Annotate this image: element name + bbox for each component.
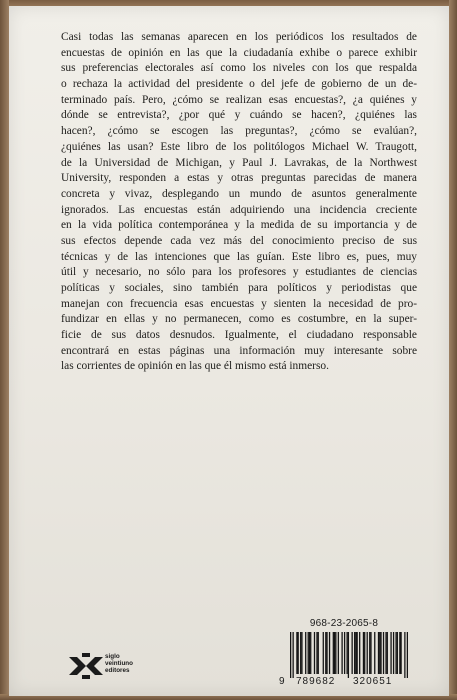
barcode-bar: [316, 632, 317, 674]
publisher-line-3: editores: [105, 666, 130, 674]
blurb-line: sus efectos depende cada vez más del conocimiento preciso de sus: [61, 234, 417, 247]
barcode-bar: [399, 632, 400, 674]
blurb-line: dónde se entrevista?, ¿por qué y cuándo se hacen?, ¿quiénes las: [61, 109, 417, 122]
ean13-barcode-icon: [290, 632, 408, 678]
barcode-bar: [335, 632, 336, 674]
barcode-bar: [400, 632, 401, 674]
barcode-bar: [364, 632, 365, 674]
barcode-bar: [390, 632, 391, 674]
blurb-line: terminado país. Pero, ¿cómo se realizan esas encuestas?, ¿a quiénes y: [61, 93, 417, 106]
blurb-line: ignorados. Las encuestas están adquiriendo una incidencia creciente: [61, 203, 417, 216]
blurb-line: fundizar en ellas y no permanecen, como es costumbre, en la super-: [61, 313, 417, 326]
barcode-bar: [333, 632, 334, 674]
barcode-left-group: 789682: [296, 676, 336, 687]
blurb-line: políticas y sociales, sino también para políticos y periodistas que: [61, 282, 417, 294]
barcode-bar: [326, 632, 327, 674]
barcode-bar: [341, 632, 342, 674]
barcode-bar: [296, 632, 297, 674]
barcode-bar: [301, 632, 302, 674]
barcode-bar: [309, 632, 310, 674]
barcode-bar: [290, 632, 291, 678]
siglo-veintiuno-logo-icon: [69, 653, 103, 679]
blurb-line: University, responden a estas y otras preguntas parecidas de manera: [61, 172, 417, 185]
blurb-line: ficie de sus datos desnudos. Igualmente, el ciudadano responsable: [61, 329, 417, 342]
wood-background-left: [0, 0, 9, 700]
barcode-bar: [404, 632, 405, 678]
barcode-bar: [329, 632, 330, 674]
barcode-bar: [354, 632, 355, 674]
barcode-bar: [325, 632, 326, 674]
blurb-line: o rechaza la actividad del presidente o del jefe de gobierno de un de-: [61, 78, 417, 91]
barcode-bar: [355, 632, 356, 674]
blurb-line: Casi todas las semanas aparecen en los periódicos los resultados de: [61, 31, 417, 43]
barcode-bar: [310, 632, 311, 674]
barcode-first-digit: 9: [279, 676, 285, 687]
barcode-bar: [359, 632, 360, 674]
barcode-bar: [383, 632, 384, 674]
blurb-line: sus preferencias electorales así como los niveles con los que respalda: [61, 62, 417, 75]
barcode-bar: [385, 632, 386, 674]
wood-background-right: [449, 0, 457, 700]
book-back-cover: [9, 6, 449, 696]
blurb-line: manejan con frecuencia esas encuestas y sienten la necesidad de pro-: [61, 297, 417, 310]
barcode-bar: [348, 632, 349, 678]
barcode-bar: [308, 632, 309, 674]
barcode-bar: [338, 632, 339, 674]
barcode-bar: [370, 632, 371, 674]
barcode-bar: [369, 632, 370, 674]
barcode-bar: [379, 632, 380, 674]
barcode-bar: [393, 632, 394, 674]
barcode-bar: [352, 632, 353, 674]
publisher-line-1: siglo: [105, 653, 120, 660]
barcode-bar: [344, 632, 345, 674]
barcode-bar: [357, 632, 358, 674]
blurb-line: en la vida política contemporánea y la medida de su importancia y de: [61, 219, 417, 232]
barcode-bar: [378, 632, 379, 674]
barcode-bar: [397, 632, 398, 674]
isbn-label: 968-23-2065-8: [309, 618, 379, 629]
blurb-line: útil y necesario, no sólo para los profesores y estudiantes de ciencias: [61, 266, 417, 279]
blurb-line: las corrientes de opinión en las que él mismo está inmerso.: [61, 360, 329, 373]
barcode-bar: [395, 632, 396, 674]
publisher-name: [105, 654, 133, 674]
barcode-bar: [363, 632, 364, 674]
blurb-line: hacen?, ¿cómo se escogen las preguntas?, ¿cómo se evalúan?,: [61, 125, 417, 138]
barcode-bar: [380, 632, 381, 674]
barcode-bar: [323, 632, 324, 674]
blurb-line: encontrará en estas páginas una información muy interesante sobre: [61, 344, 417, 357]
barcode-bar: [314, 632, 315, 674]
barcode-bar: [305, 632, 306, 674]
blurb-line: de la Universidad de Michigan, y Paul J. Lavrakas, de la Northwest: [61, 156, 417, 169]
barcode-bar: [374, 632, 375, 674]
barcode-bar: [346, 632, 347, 674]
barcode-bar: [293, 632, 294, 678]
barcode-right-group: 320651: [353, 676, 393, 687]
blurb-line: encuestas de opinión en las que la ciudadanía exhibe o parece exhibir: [61, 46, 417, 59]
barcode-bar: [367, 632, 368, 674]
blurb-text: [61, 30, 417, 375]
blurb-line: técnicas y de las intenciones que las guían. Este libro es, pues, muy: [61, 250, 417, 263]
barcode-bar: [407, 632, 408, 678]
barcode-bar: [318, 632, 319, 674]
barcode-bar: [300, 632, 301, 674]
blurb-line: concreta y vivaz, desplegando un mundo de asuntos generalmente: [61, 187, 417, 200]
barcode-bar: [298, 632, 299, 674]
blurb-line: ¿quiénes las usan? Este libro de los politólogos Michael W. Traugott,: [61, 140, 417, 153]
barcode-bar: [387, 632, 388, 674]
barcode-bar: [334, 632, 335, 674]
publisher-line-2: veintiuno: [105, 659, 133, 667]
